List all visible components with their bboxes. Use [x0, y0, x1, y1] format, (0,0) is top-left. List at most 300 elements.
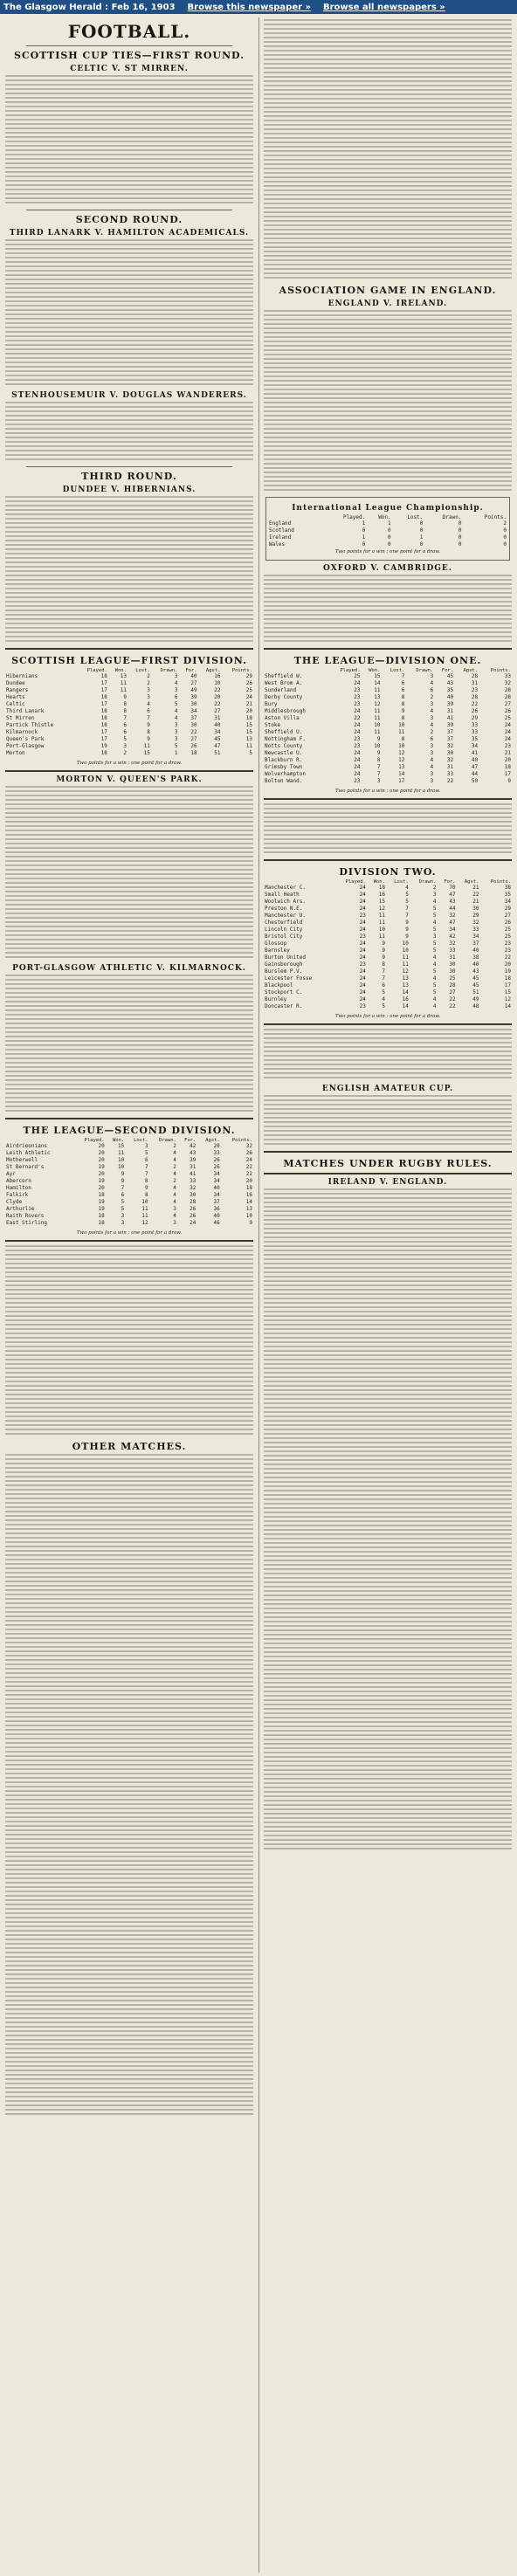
- browse-newspaper-link[interactable]: Browse this newspaper »: [187, 2, 311, 12]
- table-cell: 3: [174, 673, 178, 679]
- table-cell: 11: [402, 954, 409, 961]
- table-cell: 5: [432, 982, 437, 988]
- results-block: [264, 1029, 512, 1081]
- table-cell: 13: [402, 982, 409, 988]
- table-row: [264, 1003, 512, 1010]
- table-cell: 18: [98, 1213, 105, 1219]
- table-row: [5, 708, 253, 715]
- table-cell: 9: [507, 778, 511, 784]
- table-cell: 42: [190, 1143, 196, 1149]
- table-cell: 7: [405, 913, 409, 919]
- table-cell: 3: [432, 933, 437, 940]
- table-cell: 22: [214, 701, 221, 707]
- table-cell: 2: [173, 1143, 176, 1149]
- table-cell: 34: [213, 1192, 220, 1198]
- table-cell: 20: [98, 1143, 105, 1149]
- l1-table: [264, 668, 512, 785]
- table-cell: 2: [430, 729, 434, 735]
- league-division-two: [264, 859, 512, 1025]
- table-cell: 9: [376, 736, 381, 742]
- scottish-league-first-division: [5, 648, 253, 772]
- table-cell: 35: [446, 687, 454, 693]
- table-cell: 10: [402, 947, 409, 954]
- table-cell: 11: [378, 933, 385, 940]
- table-cell: 5: [174, 701, 178, 707]
- table-row: [264, 736, 512, 743]
- table-cell: 23: [354, 743, 361, 749]
- team-name: Doncaster R.: [265, 1003, 303, 1009]
- table-cell: 9: [249, 1220, 252, 1226]
- table-cell: 10: [398, 743, 405, 749]
- table-cell: 45: [214, 736, 221, 742]
- table-row: [264, 968, 512, 975]
- table-cell: 2: [173, 1178, 176, 1184]
- table-cell: 15: [245, 722, 252, 728]
- table-cell: 31: [214, 715, 221, 721]
- table-cell: 40: [213, 1185, 220, 1191]
- table-row: [264, 885, 512, 892]
- table-cell: 0: [503, 534, 507, 541]
- table-cell: 5: [405, 899, 409, 905]
- table-cell: 3: [147, 694, 150, 700]
- team-name: Kilmarnock: [6, 729, 38, 735]
- column-header: For.: [441, 668, 454, 673]
- l2-table: [264, 879, 512, 1010]
- team-name: Motherwell: [6, 1157, 38, 1163]
- table-cell: 35: [504, 892, 511, 898]
- newspaper-title: The Glasgow Herald : Feb 16, 1903: [3, 2, 176, 12]
- sl1-table: [5, 668, 253, 757]
- table-cell: 26: [213, 1157, 220, 1163]
- table-cell: 4: [430, 708, 434, 714]
- table-row: [264, 933, 512, 940]
- table-row: [5, 1199, 253, 1206]
- table-row: [264, 989, 512, 996]
- table-cell: 18: [100, 722, 107, 728]
- table-cell: 2: [147, 673, 150, 679]
- team-name: Nottingham F.: [265, 736, 306, 742]
- table-cell: 4: [430, 722, 434, 728]
- column-header: Won.: [378, 514, 391, 520]
- table-cell: 5: [121, 1206, 125, 1212]
- table-cell: 28: [471, 694, 479, 700]
- table-cell: 4: [173, 1171, 176, 1177]
- team-name: Glossop: [265, 940, 287, 947]
- table-cell: 0: [503, 527, 507, 534]
- table-cell: 20: [504, 757, 511, 763]
- table-cell: 9: [405, 920, 409, 926]
- table-row: [269, 527, 507, 534]
- table-cell: 34: [213, 1171, 220, 1177]
- table-row: [5, 729, 253, 736]
- table-row: [5, 1178, 253, 1185]
- team-name: Barnsley: [265, 947, 290, 954]
- table-cell: 24: [504, 722, 511, 728]
- table-cell: 6: [147, 708, 150, 714]
- table-cell: 8: [147, 729, 150, 735]
- table-cell: 21: [472, 899, 479, 905]
- table-row: [264, 947, 512, 954]
- table-cell: 6: [401, 687, 405, 693]
- team-name: Sheffield W.: [265, 673, 303, 679]
- table-cell: 11: [143, 743, 150, 749]
- team-name: Burslem P.V.: [265, 968, 303, 975]
- table-cell: 8: [145, 1192, 148, 1198]
- team-name: Bristol City: [265, 933, 303, 940]
- table-cell: 24: [359, 892, 366, 898]
- table-cell: 4: [173, 1199, 176, 1205]
- other-matches-heading: OTHER MATCHES.: [72, 1441, 187, 1452]
- table-cell: 24: [354, 729, 361, 735]
- table-cell: 4: [432, 996, 437, 1002]
- table-cell: 4: [173, 1192, 176, 1198]
- table-cell: 9: [405, 926, 409, 933]
- team-name: Notts County: [265, 743, 303, 749]
- table-row: [5, 680, 253, 687]
- table-cell: 16: [402, 996, 409, 1002]
- football-heading: FOOTBALL.: [67, 21, 191, 42]
- text-block: [5, 786, 253, 961]
- text-block: [264, 575, 512, 644]
- table-cell: 32: [472, 920, 479, 926]
- table-cell: 20: [98, 1171, 105, 1177]
- table-cell: 24: [359, 975, 366, 981]
- table-cell: 24: [359, 996, 366, 1002]
- table-cell: 24: [245, 1157, 252, 1163]
- table-cell: 49: [472, 996, 479, 1002]
- table-cell: 23: [359, 1003, 366, 1009]
- table-cell: 4: [430, 764, 434, 770]
- table-cell: 13: [374, 694, 381, 700]
- table-cell: 44: [471, 771, 479, 777]
- table-cell: 40: [446, 694, 454, 700]
- column-header: Agst.: [463, 668, 479, 673]
- table-cell: 11: [141, 1213, 148, 1219]
- table-cell: 3: [430, 673, 434, 679]
- table-cell: 10: [374, 743, 381, 749]
- table-cell: 2: [503, 520, 507, 527]
- table-cell: 47: [214, 743, 221, 749]
- table-cell: 23: [471, 687, 479, 693]
- column-header: Drawn.: [418, 879, 437, 885]
- table-cell: 11: [245, 743, 252, 749]
- column-header: Agst.: [464, 879, 479, 885]
- team-name: Airdrieonians: [6, 1143, 47, 1149]
- table-cell: 4: [174, 715, 178, 721]
- rugby-heading: MATCHES UNDER RUGBY RULES.: [283, 1158, 493, 1169]
- table-row: [264, 694, 512, 701]
- table-cell: 26: [245, 1150, 252, 1156]
- team-name: Arthurlie: [6, 1206, 35, 1212]
- table-row: [264, 722, 512, 729]
- l1-note: Two points for a win ; one point for a draw.: [334, 789, 441, 794]
- table-cell: 12: [398, 750, 405, 756]
- table-cell: 33: [446, 771, 454, 777]
- table-cell: 22: [245, 1171, 252, 1177]
- table-cell: 14: [398, 771, 405, 777]
- table-cell: 0: [419, 527, 424, 534]
- table-cell: 1: [362, 520, 366, 527]
- table-cell: 3: [432, 892, 437, 898]
- table-cell: 24: [354, 708, 361, 714]
- table-cell: 2: [432, 885, 437, 891]
- table-cell: 4: [432, 961, 437, 968]
- column-header: For.: [444, 879, 456, 885]
- team-name: Scotland: [269, 527, 294, 534]
- table-cell: 9: [145, 1185, 148, 1191]
- table-cell: 23: [359, 961, 366, 968]
- table-cell: 37: [213, 1199, 220, 1205]
- column-header: Drawn.: [416, 668, 434, 673]
- table-cell: 11: [120, 680, 127, 686]
- table-cell: 24: [190, 1220, 196, 1226]
- table-cell: 24: [354, 757, 361, 763]
- table-cell: 7: [376, 771, 381, 777]
- browse-all-link[interactable]: Browse all newspapers »: [323, 2, 445, 12]
- l2-note: Two points for a win ; one point for a draw.: [334, 1014, 441, 1019]
- column-header: Lost.: [389, 668, 405, 673]
- table-row: [264, 750, 512, 757]
- team-name: Queen's Park: [6, 736, 45, 742]
- table-row: [5, 1206, 253, 1213]
- table-cell: 5: [432, 940, 437, 947]
- scottish-league-second-division: [5, 1118, 253, 1242]
- scottish-cup-heading: SCOTTISH CUP TIES—FIRST ROUND.: [13, 50, 245, 61]
- table-row: [5, 1157, 253, 1164]
- table-cell: 14: [245, 1199, 252, 1205]
- table-cell: 6: [121, 1192, 125, 1198]
- table-cell: 39: [190, 694, 197, 700]
- table-cell: 10: [118, 1164, 125, 1170]
- table-cell: 22: [190, 729, 197, 735]
- table-cell: 17: [398, 778, 405, 784]
- table-cell: 15: [504, 989, 511, 995]
- table-cell: 34: [449, 926, 456, 933]
- table-cell: 30: [446, 750, 454, 756]
- table-cell: 5: [174, 743, 178, 749]
- table-cell: 24: [504, 729, 511, 735]
- table-cell: 32: [245, 1143, 252, 1149]
- column-header: Lost.: [407, 514, 424, 520]
- table-cell: 19: [98, 1178, 105, 1184]
- table-cell: 6: [430, 687, 434, 693]
- text-block: [264, 310, 512, 493]
- column-header: Points.: [231, 1138, 252, 1143]
- table-cell: 19: [100, 743, 107, 749]
- team-name: Rangers: [6, 687, 29, 693]
- table-row: [269, 534, 507, 541]
- table-cell: 23: [354, 687, 361, 693]
- team-name: Ayr: [6, 1171, 16, 1177]
- table-cell: 9: [405, 933, 409, 940]
- column-header: Played.: [345, 879, 366, 885]
- table-cell: 9: [382, 954, 385, 961]
- table-row: [5, 694, 253, 701]
- table-cell: 20: [504, 961, 511, 968]
- table-cell: 27: [190, 736, 197, 742]
- table-row: [264, 701, 512, 708]
- table-cell: 19: [98, 1164, 105, 1170]
- table-cell: 21: [504, 750, 511, 756]
- table-cell: 3: [147, 687, 150, 693]
- table-cell: 10: [214, 680, 221, 686]
- table-cell: 33: [190, 1178, 196, 1184]
- table-cell: 33: [471, 722, 479, 728]
- table-cell: 5: [382, 989, 385, 995]
- table-cell: 3: [430, 743, 434, 749]
- sl2-title: THE LEAGUE—SECOND DIVISION.: [23, 1125, 236, 1136]
- table-cell: 13: [120, 673, 127, 679]
- table-cell: 34: [504, 899, 511, 905]
- table-cell: 27: [504, 701, 511, 707]
- table-cell: 40: [214, 722, 221, 728]
- team-name: Ireland: [269, 534, 292, 541]
- table-cell: 0: [419, 520, 424, 527]
- table-cell: 45: [472, 975, 479, 981]
- table-cell: 18: [100, 708, 107, 714]
- table-cell: 23: [504, 940, 511, 947]
- table-row: [264, 920, 512, 926]
- table-row: [264, 729, 512, 736]
- table-cell: 3: [145, 1143, 148, 1149]
- text-block: [5, 239, 253, 388]
- table-cell: 15: [245, 729, 252, 735]
- table-row: [264, 996, 512, 1003]
- table-cell: 17: [100, 680, 107, 686]
- text-block: [5, 975, 253, 1114]
- table-cell: 31: [446, 708, 454, 714]
- table-cell: 24: [359, 920, 366, 926]
- table-cell: 4: [174, 708, 178, 714]
- table-row: [5, 1213, 253, 1220]
- table-row: [264, 771, 512, 778]
- table-cell: 11: [398, 729, 405, 735]
- table-cell: 10: [378, 926, 385, 933]
- table-cell: 50: [471, 778, 479, 784]
- table-cell: 18: [245, 1185, 252, 1191]
- team-name: Small Heath: [265, 892, 300, 898]
- table-cell: 7: [401, 673, 405, 679]
- rugby-banner: [264, 1151, 512, 1174]
- ireland-england-heading: IRELAND V. ENGLAND.: [327, 1178, 448, 1187]
- team-name: Clyde: [6, 1199, 23, 1205]
- table-cell: 3: [430, 778, 434, 784]
- table-cell: 24: [354, 680, 361, 686]
- table-cell: 20: [98, 1185, 105, 1191]
- table-cell: 25: [504, 926, 511, 933]
- column-header: Points.: [231, 668, 252, 673]
- table-cell: 24: [359, 885, 366, 891]
- table-cell: 33: [449, 947, 456, 954]
- table-cell: 18: [190, 750, 197, 756]
- table-cell: 18: [504, 764, 511, 770]
- column-header: Drawn.: [160, 668, 178, 673]
- table-row: [264, 673, 512, 680]
- team-name: Newcastle U.: [265, 750, 303, 756]
- table-row: [5, 750, 253, 757]
- table-cell: 4: [382, 996, 385, 1002]
- table-cell: 7: [123, 715, 127, 721]
- table-row: [264, 743, 512, 750]
- table-cell: 32: [446, 757, 454, 763]
- table-cell: 70: [449, 885, 456, 891]
- table-cell: 24: [359, 940, 366, 947]
- table-cell: 33: [504, 673, 511, 679]
- column-header: Points.: [484, 514, 507, 520]
- table-cell: 33: [472, 926, 479, 933]
- table-cell: 26: [190, 1213, 196, 1219]
- association-heading: ASSOCIATION GAME IN ENGLAND.: [279, 285, 497, 296]
- celtic-match-heading: CELTIC V. ST MIRREN.: [70, 65, 189, 73]
- table-cell: 47: [449, 920, 456, 926]
- table-cell: 25: [504, 715, 511, 721]
- team-name: Leicester Fosse: [265, 975, 313, 981]
- divider: [26, 45, 232, 46]
- column-divider: [258, 17, 259, 2573]
- table-cell: 3: [430, 750, 434, 756]
- table-cell: 17: [504, 982, 511, 988]
- table-cell: 30: [449, 961, 456, 968]
- table-row: [5, 1150, 253, 1157]
- team-name: Hamilton: [6, 1185, 31, 1191]
- table-cell: 30: [190, 722, 197, 728]
- table-cell: 23: [359, 913, 366, 919]
- dundee-heading: DUNDEE V. HIBERNIANS.: [62, 486, 196, 494]
- table-cell: 6: [382, 982, 385, 988]
- table-cell: 29: [245, 673, 252, 679]
- table-cell: 22: [471, 701, 479, 707]
- table-cell: 2: [430, 694, 434, 700]
- table-cell: 12: [374, 701, 381, 707]
- table-cell: 2: [173, 1164, 176, 1170]
- table-cell: 46: [213, 1220, 220, 1226]
- table-row: [264, 975, 512, 982]
- table-cell: 3: [430, 771, 434, 777]
- table-row: [5, 687, 253, 694]
- table-cell: 7: [145, 1164, 148, 1170]
- table-cell: 10: [245, 1213, 252, 1219]
- table-cell: 26: [504, 708, 511, 714]
- right-column: [264, 17, 512, 2573]
- table-cell: 14: [374, 680, 381, 686]
- table-cell: 0: [503, 541, 507, 548]
- team-name: Wales: [269, 541, 286, 548]
- column-header: Played.: [342, 514, 366, 520]
- team-name: Leith Athletic: [6, 1150, 51, 1156]
- table-cell: 11: [378, 913, 385, 919]
- table-row: [264, 940, 512, 947]
- table-row: [264, 757, 512, 764]
- table-cell: 19: [98, 1206, 105, 1212]
- table-cell: 9: [121, 1178, 125, 1184]
- table-cell: 24: [359, 954, 366, 961]
- team-name: Burnley: [265, 996, 287, 1002]
- table-cell: 34: [214, 729, 221, 735]
- table-cell: 8: [401, 715, 405, 721]
- third-round-heading: THIRD ROUND.: [81, 471, 177, 482]
- sl1-note: Two points for a win ; one point for a draw.: [76, 761, 183, 766]
- table-cell: 1: [419, 534, 424, 541]
- table-cell: 0: [458, 541, 462, 548]
- table-row: [264, 892, 512, 899]
- table-cell: 5: [432, 906, 437, 912]
- table-cell: 34: [472, 933, 479, 940]
- table-cell: 20: [214, 694, 221, 700]
- table-cell: 6: [174, 694, 178, 700]
- table-cell: 12: [398, 757, 405, 763]
- team-name: Hearts: [6, 694, 25, 700]
- team-name: Aston Villa: [265, 715, 300, 721]
